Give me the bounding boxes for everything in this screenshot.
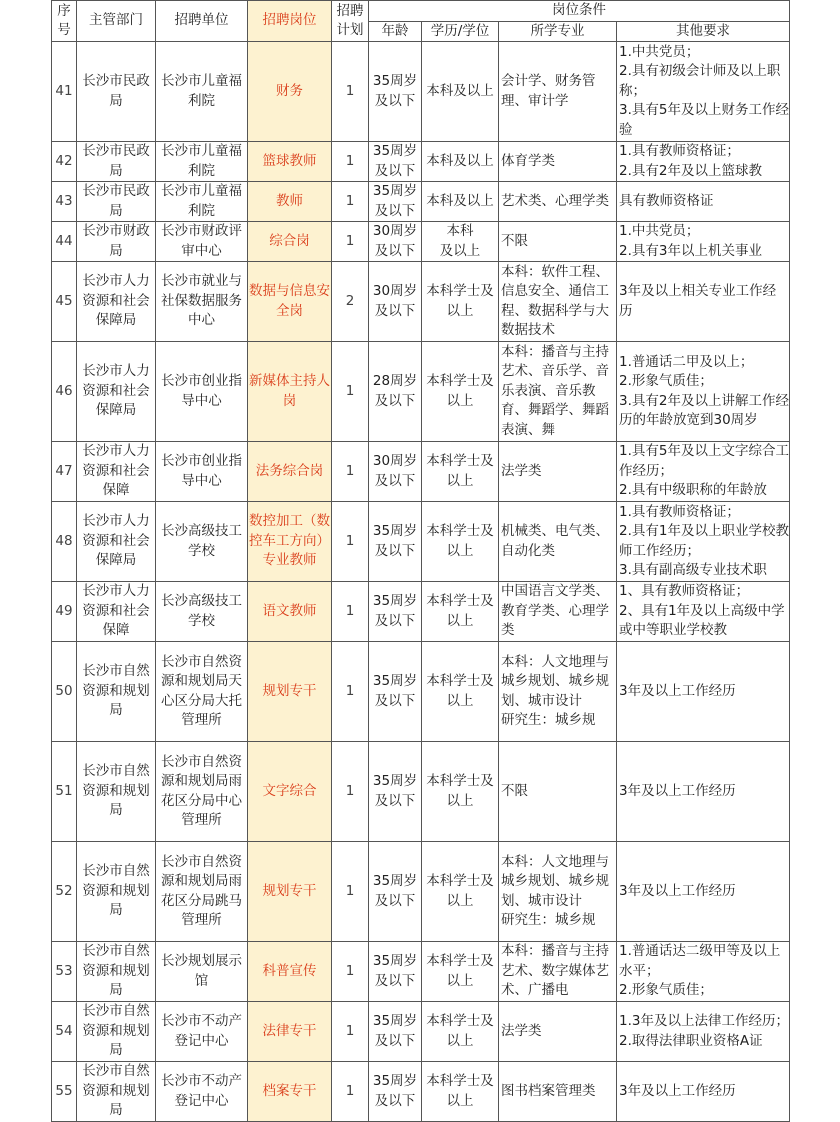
cell-other [617, 42, 790, 142]
edu-text: 本科学士及以上 [426, 1013, 494, 1049]
cell-seq [52, 582, 77, 642]
cell-other [617, 842, 790, 942]
post-text: 规划专干 [262, 882, 317, 899]
cell-seq [52, 142, 77, 182]
cell-plan [332, 222, 369, 262]
cell-edu [422, 642, 499, 742]
cell-seq [52, 642, 77, 742]
cell-unit [156, 582, 248, 642]
post-text: 新媒体主持人岗 [249, 373, 330, 409]
cell-post [248, 642, 332, 742]
cell-seq [52, 222, 77, 262]
seq-text: 43 [55, 192, 73, 209]
cell-dept [77, 342, 156, 442]
cell-major [499, 942, 617, 1002]
post-text: 综合岗 [269, 232, 310, 249]
cell-post [248, 942, 332, 1002]
cell-dept [77, 442, 156, 502]
unit-text: 长沙规划展示馆 [161, 953, 242, 989]
cell-other [617, 742, 790, 842]
dept-text: 长沙市自然资源和规划局 [82, 943, 150, 999]
post-text: 篮球教师 [262, 152, 317, 169]
cell-seq [52, 742, 77, 842]
table-row [52, 182, 790, 222]
post-text: 文字综合 [262, 782, 317, 799]
cell-seq [52, 42, 77, 142]
edu-text: 本科学士及以上 [426, 953, 494, 989]
cell-plan [332, 842, 369, 942]
plan-text: 1 [345, 882, 355, 899]
other-text: 1.具有5年及以上文字综合工作经历； 2.具有中级职称的年龄放 [619, 443, 789, 499]
cell-major [499, 742, 617, 842]
cell-unit [156, 142, 248, 182]
post-text: 数据与信息安全岗 [249, 283, 330, 319]
unit-text: 长沙市儿童福利院 [161, 183, 242, 219]
cell-dept [77, 1062, 156, 1122]
other-text: 3年及以上相关专业工作经历 [619, 283, 777, 319]
edu-text: 本科 及以上 [439, 223, 481, 259]
cell-age [369, 342, 422, 442]
major-text: 不限 [501, 232, 528, 249]
cell-age [369, 182, 422, 222]
table-row [52, 342, 790, 442]
cell-age [369, 262, 422, 342]
cell-edu [422, 182, 499, 222]
dept-text: 长沙市人力资源和社会保障局 [82, 513, 150, 569]
cell-seq [52, 842, 77, 942]
edu-text: 本科及以上 [426, 192, 494, 209]
cell-plan [332, 642, 369, 742]
plan-text: 1 [345, 192, 355, 209]
major-text: 体育学类 [501, 152, 555, 169]
other-text: 1.普通话二甲及以上； 2.形象气质佳； 3.具有2年及以上讲解工作经历的年龄放宽到30周岁 [619, 353, 789, 428]
cell-major [499, 142, 617, 182]
other-text: 1.中共党员； 2.具有初级会计师及以上职称； 3.具有5年及以上财务工作经验 [619, 43, 789, 138]
cell-edu [422, 442, 499, 502]
other-text: 3年及以上工作经历 [619, 882, 736, 899]
plan-text: 2 [345, 292, 355, 309]
cell-edu [422, 942, 499, 1002]
cell-major [499, 262, 617, 342]
post-text: 规划专干 [262, 682, 317, 699]
cell-plan [332, 742, 369, 842]
dept-text: 长沙市民政局 [82, 183, 150, 219]
cell-other [617, 142, 790, 182]
seq-text: 47 [55, 462, 73, 479]
major-text: 本科：播音与主持艺术、音乐学、音乐表演、音乐教育、舞蹈学、舞蹈表演、舞 [501, 343, 609, 438]
plan-text: 1 [345, 462, 355, 479]
other-text: 1.具有教师资格证； 2.具有2年及以上篮球教 [619, 143, 762, 179]
edu-text: 本科及以上 [426, 82, 494, 99]
cell-plan [332, 502, 369, 582]
plan-text: 1 [345, 382, 355, 399]
plan-text: 1 [345, 962, 355, 979]
plan-text: 1 [345, 532, 355, 549]
cell-unit [156, 262, 248, 342]
plan-text: 1 [345, 602, 355, 619]
cell-plan [332, 582, 369, 642]
plan-text: 1 [345, 682, 355, 699]
age-text: 30周岁及以下 [372, 283, 418, 319]
cell-unit [156, 222, 248, 262]
seq-text: 53 [55, 962, 73, 979]
plan-text: 1 [345, 82, 355, 99]
major-text: 法学类 [501, 462, 542, 479]
cell-other [617, 342, 790, 442]
cell-unit [156, 742, 248, 842]
edu-text: 本科学士及以上 [426, 673, 494, 709]
dept-text: 长沙市财政局 [82, 223, 150, 259]
cell-dept [77, 1002, 156, 1062]
post-text: 语文教师 [262, 602, 317, 619]
cell-age [369, 502, 422, 582]
age-text: 35周岁及以下 [372, 1073, 418, 1109]
cell-unit [156, 502, 248, 582]
cell-seq [52, 442, 77, 502]
age-text: 30周岁及以下 [372, 453, 418, 489]
major-text: 本科：软件工程、信息安全、通信工程、数据科学与大数据技术 [501, 263, 609, 338]
other-text: 1.中共党员； 2.具有3年以上机关事业 [619, 223, 762, 259]
cell-other [617, 222, 790, 262]
cell-edu [422, 582, 499, 642]
cell-age [369, 442, 422, 502]
seq-text: 45 [55, 292, 73, 309]
cell-dept [77, 182, 156, 222]
seq-text: 49 [55, 602, 73, 619]
cell-other [617, 1002, 790, 1062]
cell-unit [156, 1062, 248, 1122]
recruitment-table [51, 0, 790, 1122]
cell-post [248, 42, 332, 142]
cell-seq [52, 1002, 77, 1062]
age-text: 35周岁及以下 [372, 523, 418, 559]
header-post: 招聘岗位 [248, 1, 332, 42]
cell-edu [422, 342, 499, 442]
cell-age [369, 1062, 422, 1122]
unit-text: 长沙市不动产登记中心 [161, 1013, 242, 1049]
unit-text: 长沙市创业指导中心 [161, 373, 242, 409]
cell-major [499, 842, 617, 942]
cell-plan [332, 342, 369, 442]
cell-major [499, 642, 617, 742]
header-other: 其他要求 [617, 21, 790, 42]
age-text: 35周岁及以下 [372, 773, 418, 809]
header-major: 所学专业 [499, 21, 617, 42]
table-row [52, 842, 790, 942]
major-text: 本科：人文地理与城乡规划、城乡规划、城市设计 研究生：城乡规 [501, 853, 609, 928]
seq-text: 55 [55, 1082, 73, 1099]
plan-text: 1 [345, 1022, 355, 1039]
cell-edu [422, 502, 499, 582]
edu-text: 本科学士及以上 [426, 593, 494, 629]
cell-dept [77, 142, 156, 182]
cell-other [617, 502, 790, 582]
major-text: 法学类 [501, 1022, 542, 1039]
dept-text: 长沙市人力资源和社会保障 [82, 583, 150, 639]
seq-text: 50 [55, 682, 73, 699]
seq-text: 48 [55, 532, 73, 549]
age-text: 30周岁及以下 [372, 223, 418, 259]
dept-text: 长沙市自然资源和规划局 [82, 1003, 150, 1059]
cell-edu [422, 842, 499, 942]
major-text: 会计学、财务管理、审计学 [501, 73, 596, 109]
unit-text: 长沙市就业与社保数据服务中心 [161, 273, 242, 329]
post-text: 财务 [276, 82, 303, 99]
cell-dept [77, 502, 156, 582]
cell-post [248, 582, 332, 642]
cell-major [499, 502, 617, 582]
seq-text: 51 [55, 782, 73, 799]
cell-major [499, 582, 617, 642]
table-row [52, 42, 790, 142]
cell-age [369, 582, 422, 642]
header-age: 年龄 [369, 21, 422, 42]
seq-text: 52 [55, 882, 73, 899]
other-text: 1.3年及以上法律工作经历； 2.取得法律职业资格A证 [619, 1013, 789, 1049]
dept-text: 长沙市人力资源和社会保障局 [82, 363, 150, 419]
post-text: 法律专干 [262, 1022, 317, 1039]
cell-edu [422, 222, 499, 262]
table-row [52, 1062, 790, 1122]
header-unit: 招聘单位 [156, 1, 248, 42]
dept-text: 长沙市自然资源和规划局 [82, 663, 150, 719]
edu-text: 本科学士及以上 [426, 453, 494, 489]
cell-major [499, 1062, 617, 1122]
table-row [52, 142, 790, 182]
cell-edu [422, 742, 499, 842]
edu-text: 本科学士及以上 [426, 773, 494, 809]
cell-age [369, 222, 422, 262]
cell-seq [52, 1062, 77, 1122]
cell-post [248, 222, 332, 262]
cell-post [248, 742, 332, 842]
header-conditions: 岗位条件 [369, 1, 790, 22]
age-text: 35周岁及以下 [372, 593, 418, 629]
cell-plan [332, 1062, 369, 1122]
cell-seq [52, 942, 77, 1002]
cell-age [369, 742, 422, 842]
cell-other [617, 942, 790, 1002]
unit-text: 长沙市儿童福利院 [161, 143, 242, 179]
cell-unit [156, 442, 248, 502]
age-text: 35周岁及以下 [372, 73, 418, 109]
unit-text: 长沙市自然资源和规划局天心区分局大托管理所 [161, 653, 242, 728]
cell-seq [52, 342, 77, 442]
header-seq: 序号 [52, 1, 77, 42]
cell-dept [77, 262, 156, 342]
cell-plan [332, 42, 369, 142]
other-text: 1、具有教师资格证； 2、具有1年及以上高级中学或中等职业学校教 [619, 583, 785, 639]
seq-text: 46 [55, 382, 73, 399]
table-row [52, 742, 790, 842]
post-text: 教师 [276, 192, 303, 209]
table-row [52, 1002, 790, 1062]
plan-text: 1 [345, 232, 355, 249]
dept-text: 长沙市人力资源和社会保障 [82, 443, 150, 499]
age-text: 35周岁及以下 [372, 143, 418, 179]
cell-post [248, 182, 332, 222]
cell-dept [77, 642, 156, 742]
cell-age [369, 142, 422, 182]
cell-plan [332, 942, 369, 1002]
cell-unit [156, 1002, 248, 1062]
cell-plan [332, 442, 369, 502]
table-row [52, 502, 790, 582]
unit-text: 长沙高级技工学校 [161, 523, 242, 559]
cell-age [369, 642, 422, 742]
cell-edu [422, 42, 499, 142]
table-row [52, 942, 790, 1002]
cell-dept [77, 742, 156, 842]
plan-text: 1 [345, 782, 355, 799]
cell-unit [156, 942, 248, 1002]
cell-plan [332, 1002, 369, 1062]
cell-age [369, 842, 422, 942]
cell-dept [77, 222, 156, 262]
other-text: 1.普通话达二级甲等及以上水平； 2.形象气质佳； [619, 943, 781, 999]
age-text: 35周岁及以下 [372, 183, 418, 219]
cell-major [499, 1002, 617, 1062]
unit-text: 长沙市自然资源和规划局雨花区分局中心管理所 [161, 753, 242, 828]
age-text: 35周岁及以下 [372, 953, 418, 989]
cell-dept [77, 582, 156, 642]
post-text: 档案专干 [262, 1082, 317, 1099]
cell-dept [77, 42, 156, 142]
edu-text: 本科学士及以上 [426, 523, 494, 559]
cell-post [248, 1062, 332, 1122]
cell-dept [77, 942, 156, 1002]
table-row [52, 442, 790, 502]
edu-text: 本科学士及以上 [426, 873, 494, 909]
plan-text: 1 [345, 1082, 355, 1099]
edu-text: 本科学士及以上 [426, 373, 494, 409]
unit-text: 长沙市不动产登记中心 [161, 1073, 242, 1109]
other-text: 3年及以上工作经历 [619, 1082, 736, 1099]
major-text: 不限 [501, 782, 528, 799]
other-text: 具有教师资格证 [619, 192, 714, 209]
cell-dept [77, 842, 156, 942]
major-text: 中国语言文学类、教育学类、心理学类 [501, 583, 609, 639]
edu-text: 本科及以上 [426, 152, 494, 169]
cell-major [499, 182, 617, 222]
cell-seq [52, 182, 77, 222]
major-text: 机械类、电气类、自动化类 [501, 523, 609, 559]
cell-age [369, 42, 422, 142]
cell-seq [52, 502, 77, 582]
cell-plan [332, 142, 369, 182]
header-edu: 学历/学位 [422, 21, 499, 42]
cell-post [248, 1002, 332, 1062]
unit-text: 长沙市儿童福利院 [161, 73, 242, 109]
cell-edu [422, 142, 499, 182]
cell-post [248, 502, 332, 582]
cell-seq [52, 262, 77, 342]
dept-text: 长沙市自然资源和规划局 [82, 1063, 150, 1119]
edu-text: 本科学士及以上 [426, 283, 494, 319]
cell-post [248, 262, 332, 342]
cell-post [248, 342, 332, 442]
cell-unit [156, 42, 248, 142]
cell-other [617, 642, 790, 742]
cell-edu [422, 262, 499, 342]
cell-major [499, 442, 617, 502]
cell-other [617, 262, 790, 342]
cell-unit [156, 842, 248, 942]
table-row [52, 222, 790, 262]
edu-text: 本科学士及以上 [426, 1073, 494, 1109]
seq-text: 41 [55, 82, 73, 99]
table-row [52, 582, 790, 642]
cell-edu [422, 1062, 499, 1122]
major-text: 图书档案管理类 [501, 1082, 596, 1099]
age-text: 35周岁及以下 [372, 673, 418, 709]
cell-major [499, 222, 617, 262]
major-text: 艺术类、心理学类 [501, 192, 609, 209]
post-text: 数控加工（数控车工方向）专业教师 [249, 513, 330, 569]
dept-text: 长沙市民政局 [82, 73, 150, 109]
other-text: 3年及以上工作经历 [619, 782, 736, 799]
cell-unit [156, 342, 248, 442]
unit-text: 长沙市自然资源和规划局雨花区分局跳马管理所 [161, 853, 242, 928]
post-text: 法务综合岗 [255, 462, 324, 479]
dept-text: 长沙市人力资源和社会保障局 [82, 273, 150, 329]
header-dept: 主管部门 [77, 1, 156, 42]
major-text: 本科：人文地理与城乡规划、城乡规划、城市设计 研究生：城乡规 [501, 653, 609, 728]
dept-text: 长沙市自然资源和规划局 [82, 863, 150, 919]
cell-plan [332, 262, 369, 342]
cell-unit [156, 182, 248, 222]
seq-text: 44 [55, 232, 73, 249]
cell-post [248, 442, 332, 502]
cell-post [248, 842, 332, 942]
cell-major [499, 342, 617, 442]
table-row [52, 262, 790, 342]
age-text: 35周岁及以下 [372, 873, 418, 909]
age-text: 28周岁及以下 [372, 373, 418, 409]
unit-text: 长沙市财政评审中心 [161, 223, 242, 259]
cell-unit [156, 642, 248, 742]
cell-age [369, 1002, 422, 1062]
table-row [52, 642, 790, 742]
unit-text: 长沙高级技工学校 [161, 593, 242, 629]
cell-plan [332, 182, 369, 222]
cell-edu [422, 1002, 499, 1062]
cell-other [617, 182, 790, 222]
cell-major [499, 42, 617, 142]
dept-text: 长沙市自然资源和规划局 [82, 763, 150, 819]
cell-post [248, 142, 332, 182]
unit-text: 长沙市创业指导中心 [161, 453, 242, 489]
post-text: 科普宣传 [262, 962, 317, 979]
other-text: 3年及以上工作经历 [619, 682, 736, 699]
header-row [52, 1, 790, 22]
dept-text: 长沙市民政局 [82, 143, 150, 179]
cell-other [617, 1062, 790, 1122]
plan-text: 1 [345, 152, 355, 169]
age-text: 35周岁及以下 [372, 1013, 418, 1049]
major-text: 本科：播音与主持艺术、数字媒体艺术、广播电 [501, 943, 609, 999]
seq-text: 42 [55, 152, 73, 169]
other-text: 1.具有教师资格证； 2.具有1年及以上职业学校教师工作经历； 3.具有副高级专业技术职 [619, 503, 789, 578]
cell-other [617, 442, 790, 502]
seq-text: 54 [55, 1022, 73, 1039]
cell-other [617, 582, 790, 642]
header-plan: 招聘计划 [332, 1, 369, 42]
cell-age [369, 942, 422, 1002]
